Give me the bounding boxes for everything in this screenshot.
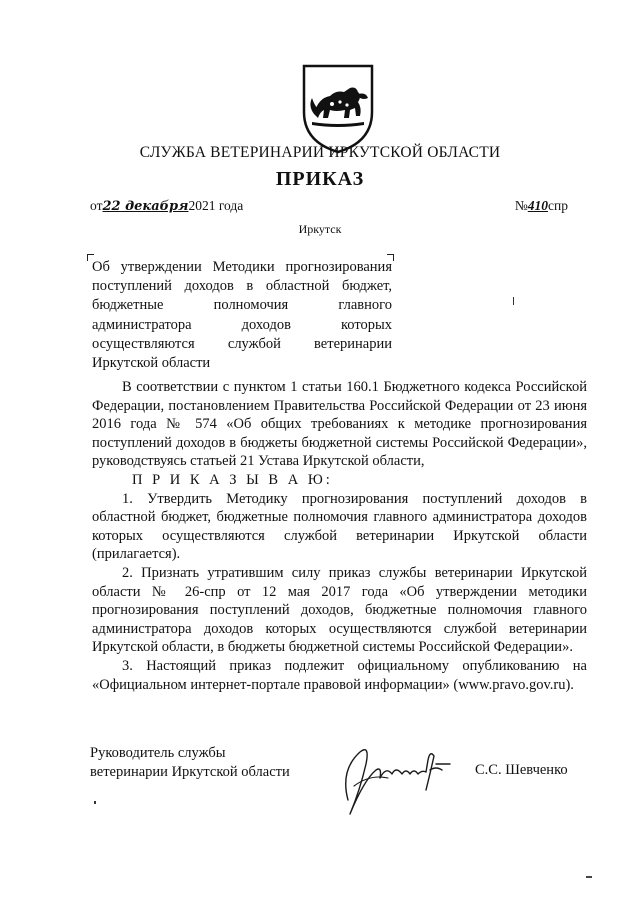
order-keyword: П Р И К А З Ы В А Ю: xyxy=(132,471,333,488)
scan-speck xyxy=(94,801,96,804)
scan-speck xyxy=(586,876,592,878)
order-item-3: 3. Настоящий приказ подлежит официальному опубликованию на «Официальном интернет-портале правовой информации» (www.pravo.gov.ru). xyxy=(92,657,587,693)
subject-line: Об утверждении Методики прогнозирования xyxy=(92,259,392,275)
preamble: В соответствии с пунктом 1 статьи 160.1 Бюджетного кодекса Российской Федерации, постановлением Правительства Российской Федерации от 23 июня 2016 года № 574 «Об общих требованиях к методике прогнозирования поступлений доходов в бюджеты бюджетной системы Российской Федерации», руководствуясь статьей 21 Устава Иркутской области, xyxy=(92,379,587,470)
signatory-title-line: ветеринарии Иркутской области xyxy=(90,764,290,780)
subject-line: администратора доходов которых xyxy=(92,316,392,333)
margin-mark xyxy=(513,297,514,305)
subject-line: бюджетные полномочия главного xyxy=(92,297,392,314)
number-suffix: спр xyxy=(548,198,568,213)
number-handwritten: 410 xyxy=(527,198,549,213)
signature-icon xyxy=(330,730,470,820)
subject-line: Иркутской области xyxy=(92,355,211,372)
date-prefix: от xyxy=(90,198,103,213)
city-name: Иркутск xyxy=(298,222,342,236)
signatory-name: С.С. Шевченко xyxy=(475,762,568,778)
signatory-title xyxy=(90,744,290,782)
order-number xyxy=(515,198,568,214)
document-title: ПРИКАЗ xyxy=(275,168,365,190)
subject-line: поступлений доходов в областной бюджет, xyxy=(92,278,392,295)
order-subject xyxy=(92,258,392,373)
order-item-1: 1. Утвердить Методику прогнозирования поступлений доходов в областной бюджет, бюджетные полномочия главного администратора доходов которых осуществляются службой ветеринарии Иркутской области (прилагается). xyxy=(92,490,587,563)
agency-name: СЛУЖБА ВЕТЕРИНАРИИ ИРКУТСКОЙ ОБЛАСТИ xyxy=(139,144,501,161)
signatory-title-line: Руководитель службы xyxy=(90,745,226,761)
order-item-2: 2. Признать утратившим силу приказ службы ветеринарии Иркутской области № 26-спр от 12 мая 2017 года «Об утверждении методики прогнозирования поступлений доходов, бюджетные полномочия главного администратора доходов которых осуществляются службой ветеринарии Иркутской области, в бюджеты бюджетной системы Российской Федерации». xyxy=(92,564,587,656)
coat-of-arms-icon xyxy=(300,62,376,154)
date-handwritten: 22 декабря xyxy=(102,199,189,214)
date-suffix: 2021 года xyxy=(188,198,244,213)
subject-line: осуществляются службой ветеринарии xyxy=(92,335,392,352)
order-date xyxy=(90,198,243,214)
order-body xyxy=(92,378,587,694)
number-prefix: № xyxy=(514,198,528,213)
